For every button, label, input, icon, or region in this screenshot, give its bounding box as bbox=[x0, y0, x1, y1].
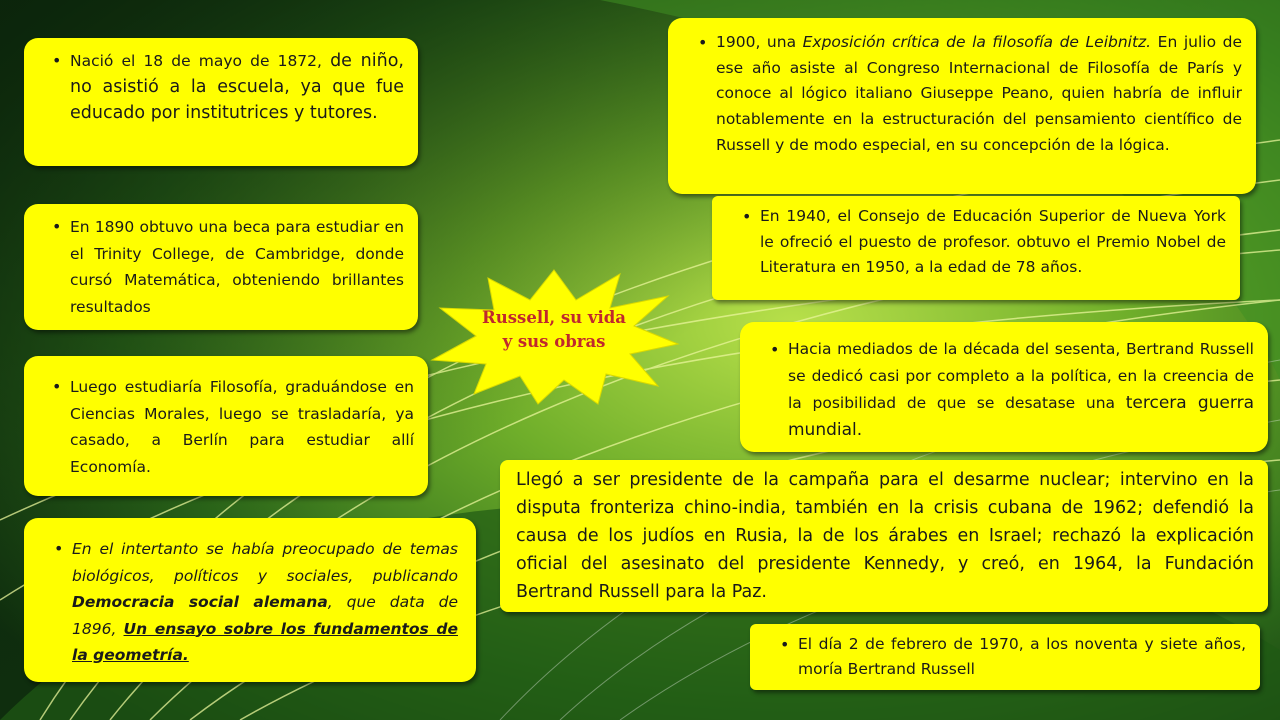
cambridge-box bbox=[24, 204, 418, 330]
disarmament-box bbox=[500, 460, 1268, 612]
leibnitz-item bbox=[716, 30, 1242, 159]
politics-item bbox=[788, 336, 1254, 444]
world-war-text: tercera guerra mundial. bbox=[788, 393, 1254, 440]
leibnitz-title: Exposición crítica de la filosofía de Leibnitz. bbox=[802, 33, 1152, 51]
disarmament-text: Llegó a ser presidente de la campaña para el desarme nuclear; intervino en la disputa fronteriza chino-india, también en la crisis cubana de 1962; defendió la causa de los judíos en Rusia, la de los árabes en Israel; rechazó la explicación oficial del asesinato del presidente Kennedy, y creó, en 1964, la Fundación Bertrand Russell para la Paz. bbox=[516, 470, 1254, 602]
title-line-1: Russell, su vida bbox=[482, 308, 626, 327]
leibnitz-box bbox=[668, 18, 1256, 194]
leibnitz-text: En julio de ese año asiste al Congreso Internacional de Filosofía de París y conoce al lógico italiano Giuseppe Peano, quien habría de influir notablemente en la estructuración del pensamiento científico de Russell y de modo especial, en su concepción de la lógica. bbox=[716, 33, 1242, 154]
publications-intro: En el intertanto se había preocupado de temas biológicos, políticos y sociales, publicando bbox=[72, 540, 458, 585]
book-title-democracia: Democracia social alemana bbox=[72, 593, 328, 611]
leibnitz-year: 1900, una bbox=[716, 33, 803, 51]
slide-title bbox=[428, 306, 680, 354]
title-line-2: y sus obras bbox=[502, 332, 606, 351]
childhood-text: de niño, no asistió a la escuela, ya que fue educado por institutrices y tutores. bbox=[70, 51, 404, 123]
birth-info-item bbox=[70, 48, 404, 126]
book-title-geometria: Un ensayo sobre los fundamentos de la geometría. bbox=[72, 619, 458, 664]
politics-box bbox=[740, 322, 1268, 452]
birth-date-text: Nació el 18 de mayo de 1872, bbox=[70, 52, 331, 70]
politics-text: Hacia mediados de la década del sesenta, Bertrand Russell se dedicó casi por completo a la política, en la creencia de la posibilidad de que se desatase una bbox=[788, 340, 1254, 412]
publications-item bbox=[72, 536, 458, 669]
nobel-text: • En 1940, el Consejo de Educación Superior de Nueva York le ofreció el puesto de profesor. obtuvo el Premio Nobel de Literatura en 1950, a la edad de 78 años. bbox=[760, 204, 1226, 281]
death-text: • El día 2 de febrero de 1970, a los noventa y siete años, moría Bertrand Russell bbox=[798, 632, 1246, 682]
philosophy-studies-text: • Luego estudiaría Filosofía, graduándose en Ciencias Morales, luego se trasladaría, ya casado, a Berlín para estudiar allí Economía. bbox=[70, 374, 414, 480]
nobel-box bbox=[712, 196, 1240, 300]
title-starburst bbox=[428, 268, 680, 406]
death-box bbox=[750, 624, 1260, 690]
birth-info-box bbox=[24, 38, 418, 166]
publications-box bbox=[24, 518, 476, 682]
publications-date: , que data de 1896, bbox=[72, 593, 458, 638]
philosophy-studies-box bbox=[24, 356, 428, 496]
cambridge-text: • En 1890 obtuvo una beca para estudiar en el Trinity College, de Cambridge, donde cursó Matemática, obteniendo brillantes resultados bbox=[70, 214, 404, 320]
